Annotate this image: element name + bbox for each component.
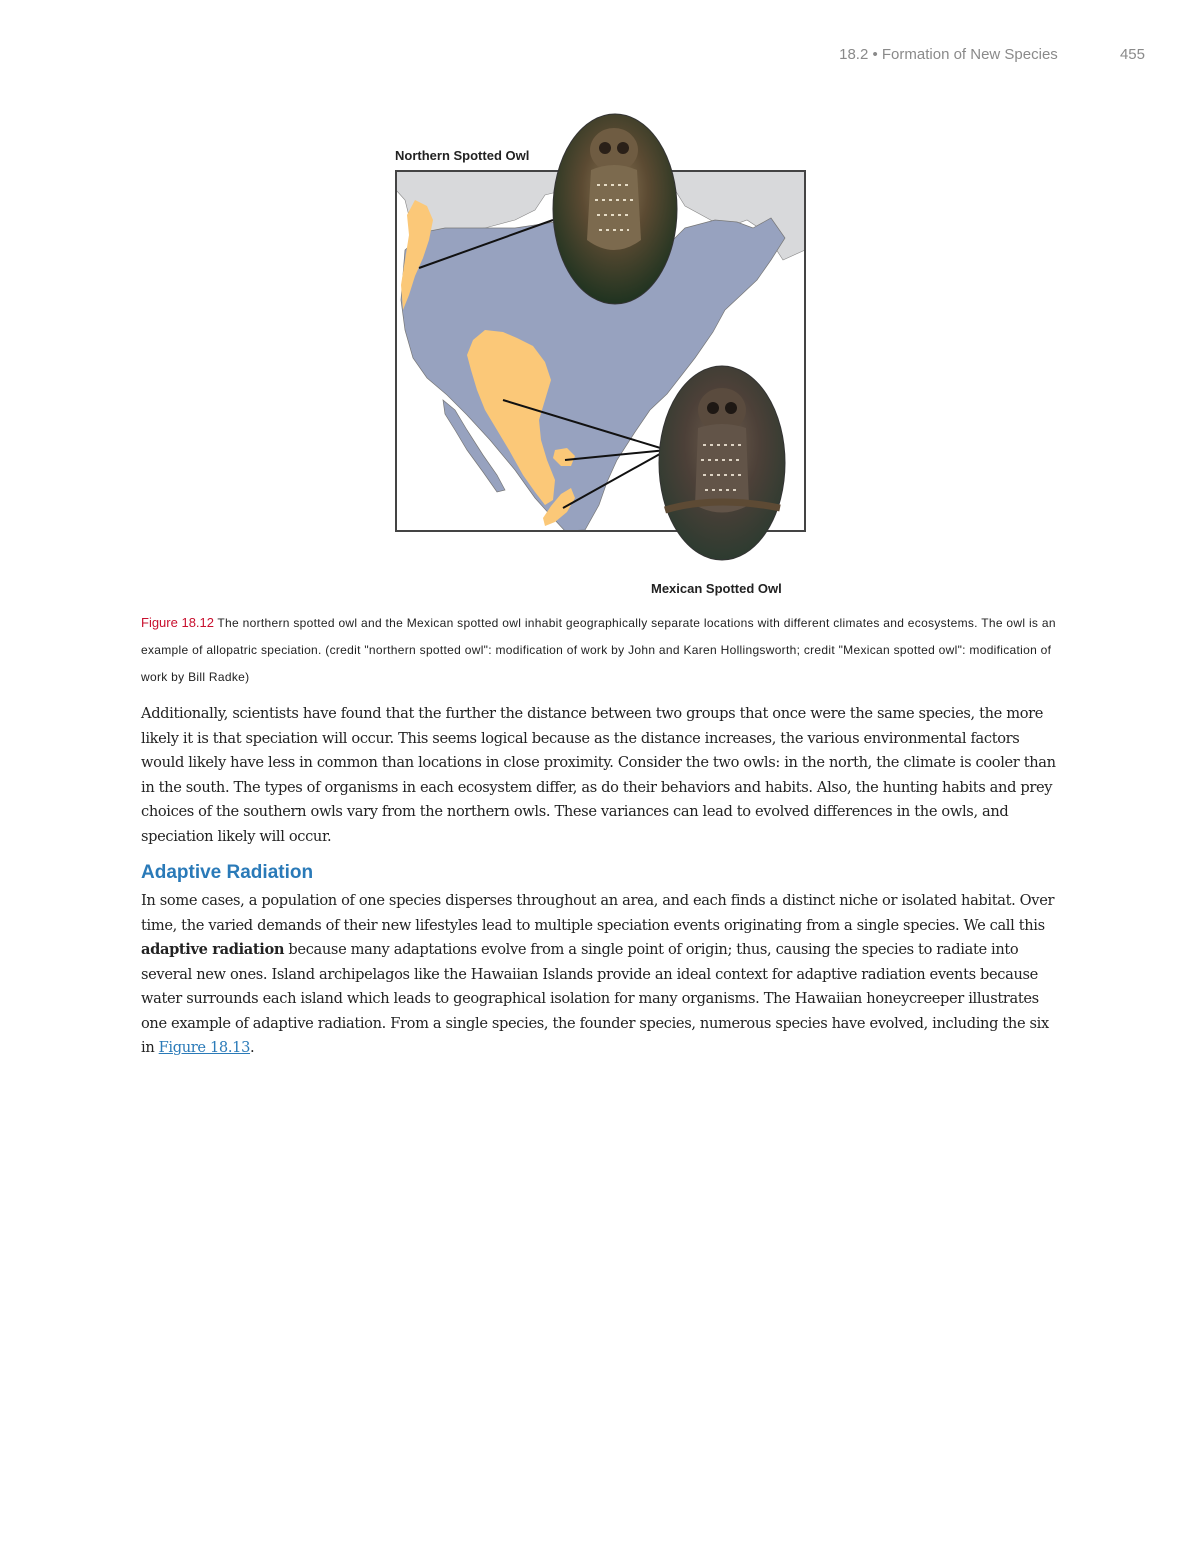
page-header <box>725 46 1145 63</box>
body-paragraph-1: Additionally, scientists have found that the further the distance between two groups that once were the same species, the more likely it is that speciation will occur. This seems logical because as the distance increases, the various environmental factors would likely have less in common than locations in close proximity. Consider the two owls: in the north, the climate is cooler than in the south. The types of organisms in each ecosystem differ, as do their behaviors and habits. Also, the hunting habits and prey choices of the southern owls vary from the northern owls. These variances can lead to evolved differences in the owls, and speciation likely will occur. <box>141 705 1056 845</box>
figure-18-13-link[interactable]: Figure 18.13 <box>158 1039 251 1056</box>
paragraph2-text-c: . <box>250 1039 255 1056</box>
caption-text: The northern spotted owl and the Mexican spotted owl inhabit geographically separate locations with different climates and ecosystems. The owl is an example of allopatric speciation. (credit "northern spotted owl": modification of work by John and Karen Hollingsworth; credit "Mexican spotted owl": modification of work by Bill Radke) <box>141 616 1056 684</box>
section-heading: Adaptive Radiation <box>141 862 314 883</box>
owl-range-map <box>385 110 825 600</box>
body-paragraph-2 <box>141 889 1061 1061</box>
page-number: 455 <box>1119 46 1145 63</box>
key-term-adaptive-radiation: adaptive radiation <box>141 941 285 958</box>
mexican-owl-label: Mexican Spotted Owl <box>651 581 782 596</box>
figure-18-12 <box>385 110 825 600</box>
mexican-spotted-owl-photo <box>659 366 785 560</box>
paragraph2-text-b: because many adaptations evolve from a single point of origin; thus, causing the species to radiate into several new ones. Island archipelagos like the Hawaiian Islands provide an ideal context for adaptive radiation events because water surrounds each island which leads to geographical isolation for many organisms. The Hawaiian honeycreeper illustrates one example of adaptive radiation. From a single species, the founder species, numerous species have evolved, including the six in <box>141 941 1049 1056</box>
paragraph2-text-a: In some cases, a population of one species disperses throughout an area, and each finds a distinct niche or isolated habitat. Over time, the varied demands of their new lifestyles lead to multiple speciation events originating from a single species. We call this <box>141 892 1055 934</box>
running-section-title: 18.2 • Formation of New Species <box>839 46 1058 63</box>
figure-number: Figure 18.12 <box>141 615 214 630</box>
northern-spotted-owl-photo <box>553 114 677 304</box>
figure-caption <box>141 609 1056 691</box>
northern-owl-label: Northern Spotted Owl <box>395 148 530 163</box>
